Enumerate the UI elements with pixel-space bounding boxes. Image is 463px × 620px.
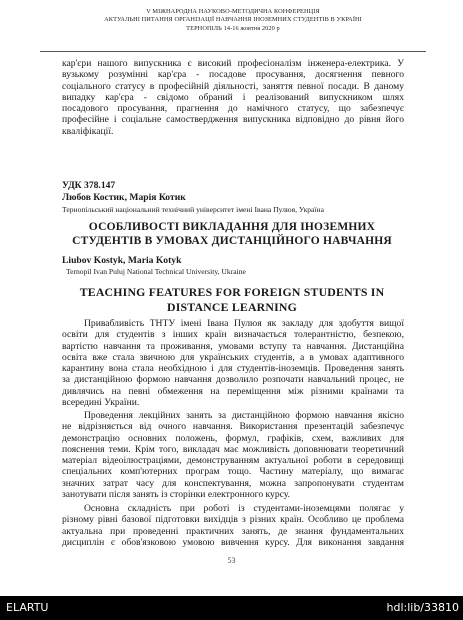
text-line: карантину вона стала необхідною і для студентів-іноземців. Проведення занять [62,363,404,375]
text-line: пояснення теми. Крім того, викладач має можливість доповнювати теоретичний [62,443,404,455]
header-line-3: ТЕРНОПІЛЬ 14-16 жовтня 2020 р [186,24,280,32]
text-line: дивлячись на певні обмеження на переміщення між різними країнами та [62,385,404,397]
affiliation-en: Ternopil Ivan Puluj National Technical University, Ukraine [66,267,246,276]
text-line: освіта вже стала звичною для українських студентів, а в умовах адаптивного [62,351,404,363]
udc-code: УДК 378.147 [62,180,116,191]
page-number: 53 [227,556,236,565]
title-uk-line: СТУДЕНТІВ В УМОВАХ ДИСТАНЦІЙНОГО НАВЧАННЯ [72,235,392,247]
text-line: професійне і соціальне самоствердження випускника відповідно до рівня його [62,114,404,126]
title-uk-line: ОСОБЛИВОСТІ ВИКЛАДАННЯ ДЛЯ ІНОЗЕМНИХ [88,221,376,233]
text-line: всередині України. [62,397,140,409]
text-line: Привабливість ТНТУ імені Івана Пулюя як закладу для здобуття вищої [84,318,404,329]
paragraph-3 [62,503,404,548]
text-line: різному рівні базової підготовки вихідців з різних країн. Особливо це проблема [62,514,404,526]
header-divider [40,51,426,52]
text-line: освіти для студентів з інших країн визначається толерантністю, безпекою, [62,329,404,341]
text-line: Проведення лекційних занять за дистанційною формою навчання якісно [84,410,404,421]
text-line: дисциплін є обов'язковою умовою вивчення курсу. Для виконання завдання [62,536,404,548]
authors-uk: Любов Костик, Марія Котик [62,192,186,203]
repository-name: ELARTU [6,601,49,614]
text-line: актуальна при проведенні практичних занять, де знання фундаментальних [62,525,404,537]
text-line: матеріал відеоілюстраціями, демонструванням актуальної роботи в середовищі [62,455,404,467]
text-line: за дистанційною формою навчання дозволило розпочати навчальний процес, не [62,374,404,386]
text-line: не відрізняється від очного навчання. Використання презентацій забезпечує [62,421,404,433]
text-line: значних затрат часу для конспектування, можна запропонувати студентам [62,477,404,489]
text-line: Основна складність при роботі із студентами-іноземцями полягає у [84,503,404,514]
text-line: соціального статусу в професійній діяльності, заняття певної посади. В даному [62,80,404,92]
authors-en: Liubov Kostyk, Maria Kotyk [62,255,182,266]
text-line: кар'єри нашого випускника є високий професіоналізм інженера-електрика. У [62,58,404,69]
conference-header [40,8,426,33]
paragraph-2 [62,410,404,500]
text-line: вартістю навчання та проживання, умовами вступу та навчання. Дистанційна [62,340,404,352]
intro-paragraph [62,58,404,137]
article-title-en [50,285,414,314]
text-line: посадового просування, прагнення до намічного статусу, що забезпечує [62,103,404,115]
text-line: занотувати після занять із сторінки електронного курсу. [62,489,291,501]
repository-footer-bar [0,596,463,620]
affiliation-uk: Тернопільський національний технічний університет імені Івана Пулюя, Україна [62,205,324,214]
article-title-uk [50,220,414,248]
paragraph-1 [62,318,404,408]
header-line-2: АКТУАЛЬНІ ПИТАННЯ ОРГАНІЗАЦІЇ НАВЧАННЯ ІНОЗЕМНИХ СТУДЕНТІВ В УКРАЇНІ [104,16,362,24]
text-line: кваліфікації. [62,125,114,137]
title-en-line: DISTANCE LEARNING [166,299,298,314]
text-line: випадку кар'єра - свідомо обраний і реалізований випускником шлях [62,91,404,103]
text-line: демонстрацію основних положень, формул, графіків, схем, важливих для [62,432,404,444]
header-line-1: V МІЖНАРОДНА НАУКОВО-МЕТОДИЧНА КОНФЕРЕНЦІЯ [146,8,320,15]
text-line: вузькому розумінні кар'єра - посадове просування, досягнення певного [62,69,404,81]
title-en-line: TEACHING FEATURES FOR FOREIGN STUDENTS IN [79,285,385,299]
handle-identifier[interactable]: hdl:lib/33810 [386,601,459,614]
text-line: спеціальних комп'ютерних програм тощо. Частину матеріалу, що вимагає [62,466,404,478]
